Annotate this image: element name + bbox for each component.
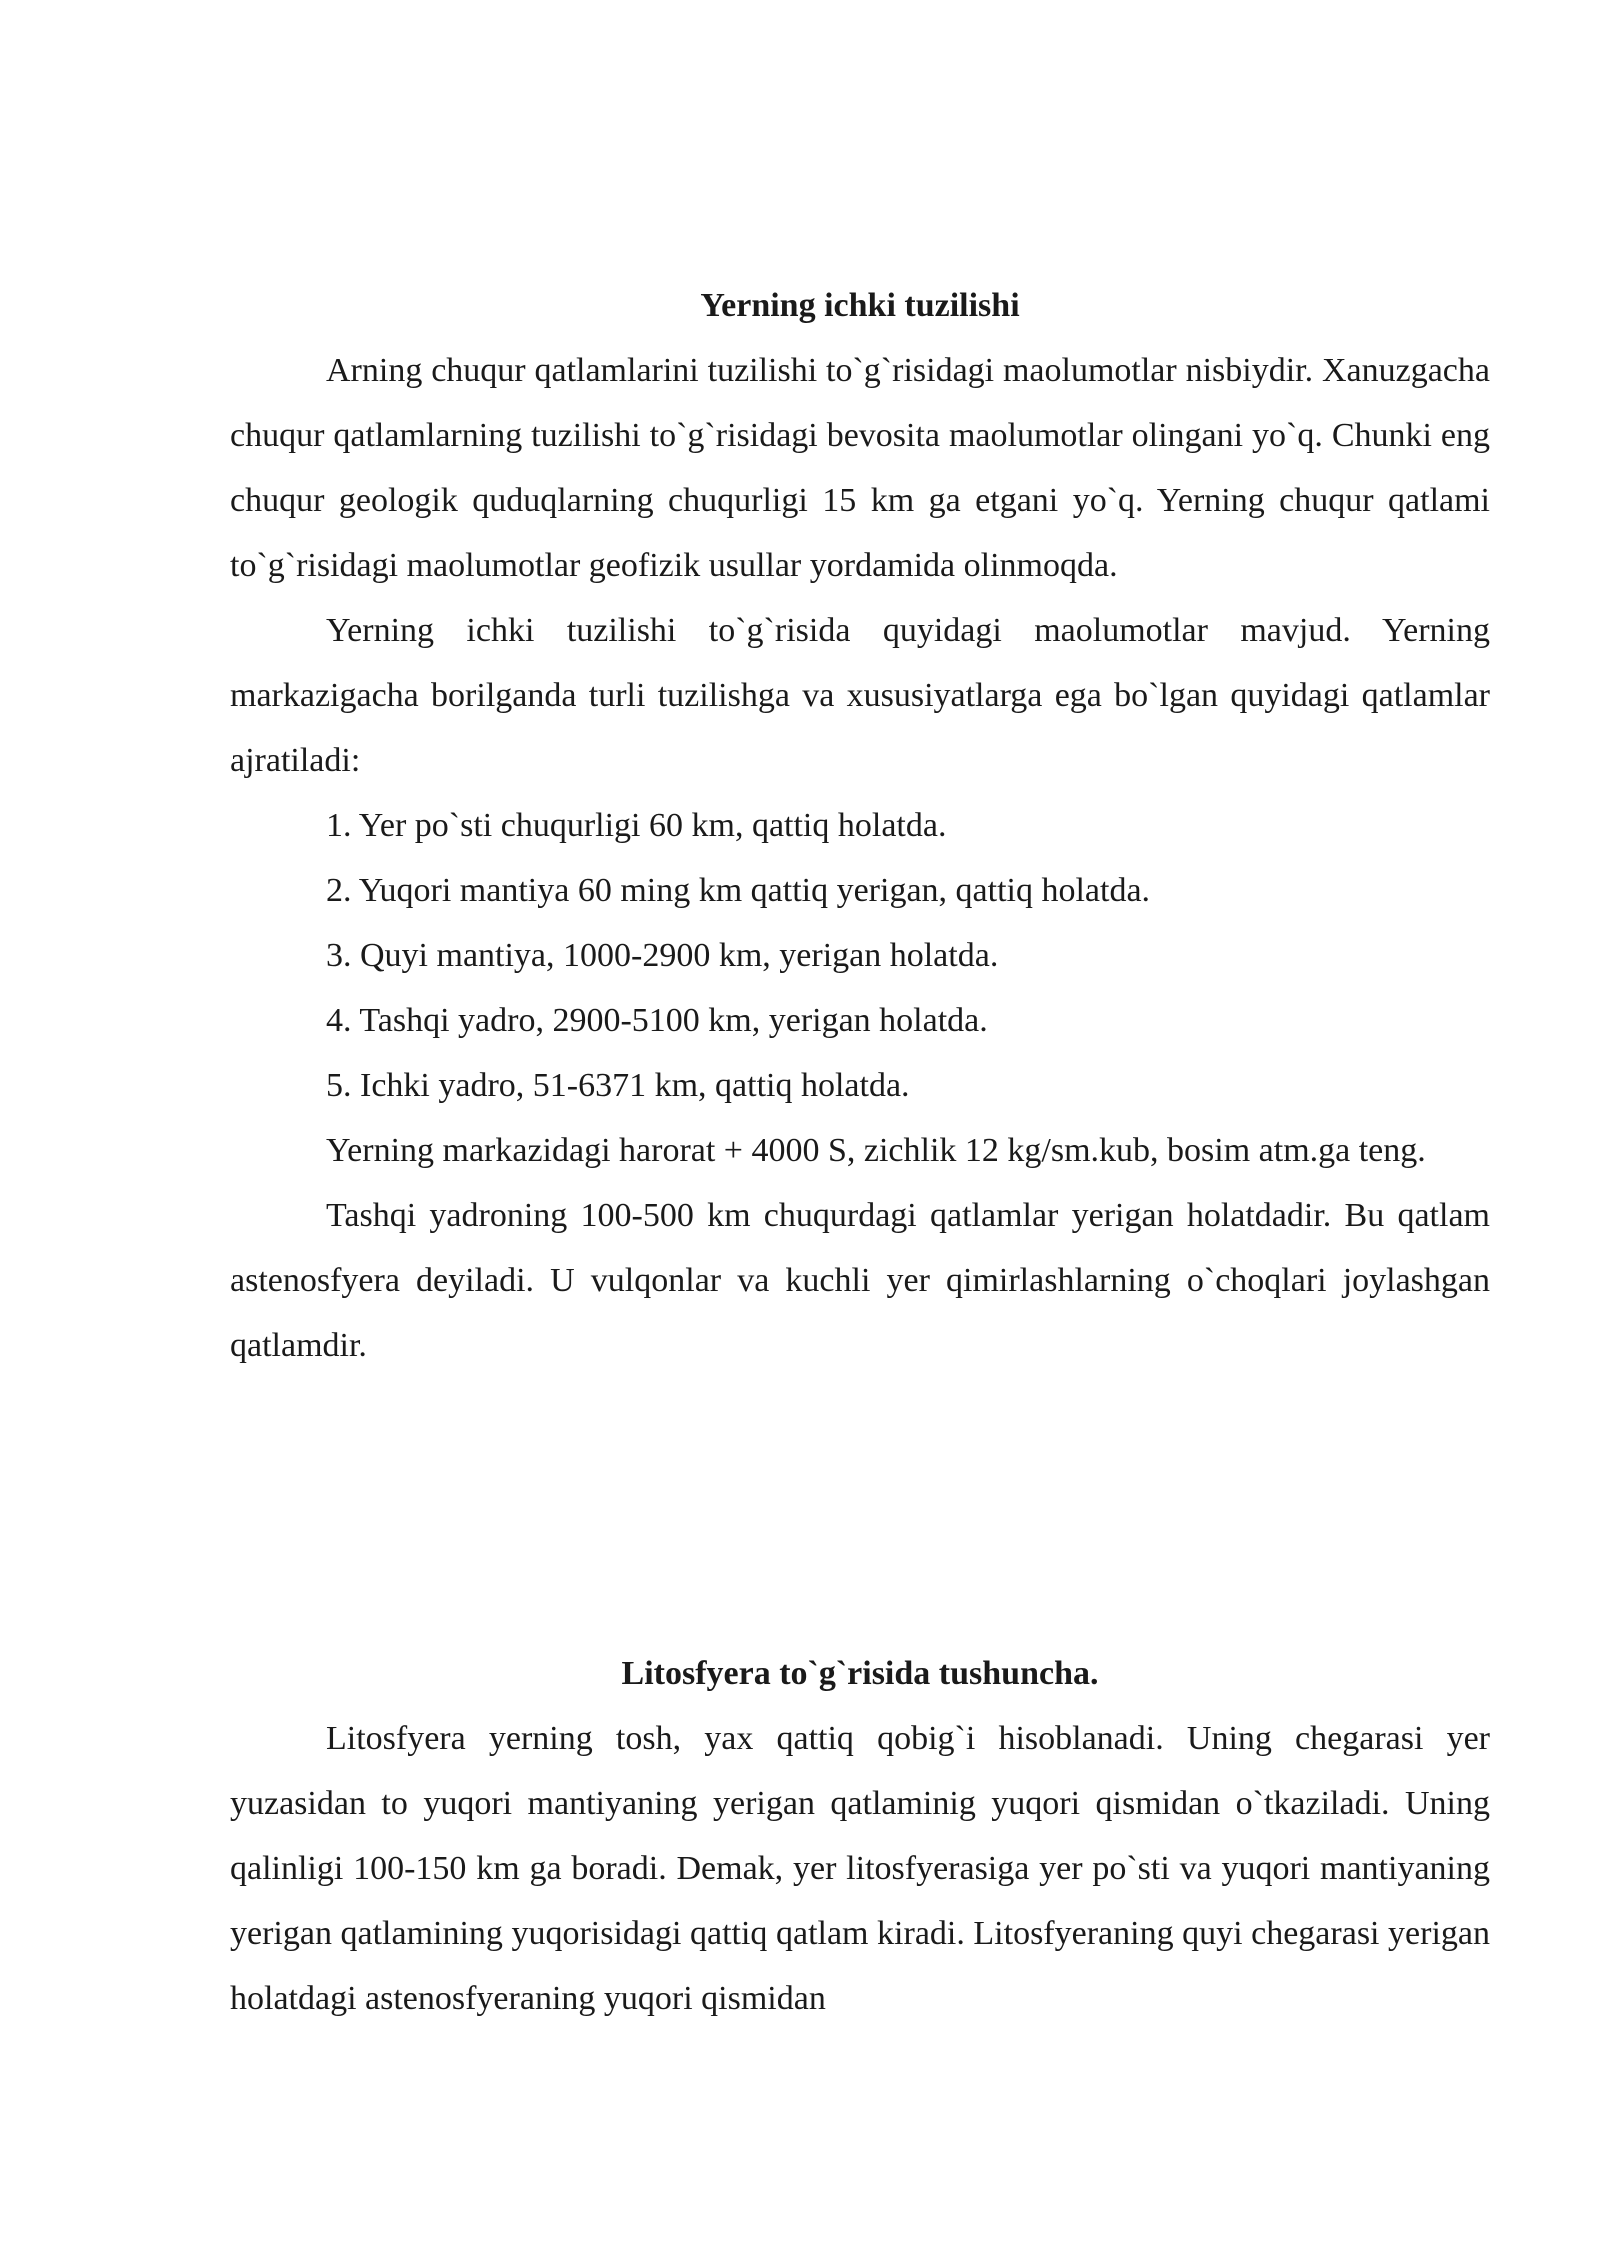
paragraph: Yerning ichki tuzilishi to`g`risida quyidagi maolumotlar mavjud. Yerning markazigacha borilganda turli tuzilishga va xususiyatlarga ega bo`lgan quyidagi qatlamlar ajratiladi: [230,612,1490,779]
list-item: 4. Tashqi yadro, 2900-5100 km, yerigan holatda. [326,1002,988,1039]
list-item: 5. Ichki yadro, 51-6371 km, qattiq holatda. [326,1067,910,1104]
list-item: 3. Quyi mantiya, 1000-2900 km, yerigan holatda. [326,937,999,974]
list-item: 1. Yer po`sti chuqurligi 60 km, qattiq holatda. [326,807,947,844]
section-title: Yerning ichki tuzilishi [700,287,1020,324]
paragraph: Litosfyera yerning tosh, yax qattiq qobig`i hisoblanadi. Uning chegarasi yer yuzasidan to yuqori mantiyaning yerigan qatlaminig yuqori qismidan o`tkaziladi. Uning qalinligi 100-150 km ga boradi. Demak, yer litosfyerasiga yer po`sti va yuqori mantiyaning yerigan qatlamining yuqorisidagi qattiq qatlam kiradi. Litosfyeraning quyi chegarasi yerigan holatdagi astenosfyeraning yuqori qismidan [230,1720,1490,2017]
section-title: Litosfyera to`g`risida tushuncha. [621,1655,1099,1692]
paragraph: Tashqi yadroning 100-500 km chuqurdagi qatlamlar yerigan holatdadir. Bu qatlam astenosfyera deyiladi. U vulqonlar va kuchli yer qimirlashlarning o`choqlari joylashgan qatlamdir. [230,1197,1490,1364]
list-item: 2. Yuqori mantiya 60 ming km qattiq yerigan, qattiq holatda. [326,872,1151,909]
section-lithosphere [230,1641,1490,2031]
paragraph: Yerning markazidagi harorat + 4000 S, zichlik 12 kg/sm.kub, bosim atm.ga teng. [326,1132,1426,1169]
section-earth-structure [230,273,1490,1378]
paragraph: Arning chuqur qatlamlarini tuzilishi to`g`risidagi maolumotlar nisbiydir. Xanuzgacha chuqur qatlamlarning tuzilishi to`g`risidagi bevosita maolumotlar olingani yo`q. Chunki eng chuqur geologik quduqlarning chuqurligi 15 km ga etgani yo`q. Yerning chuqur qatlami to`g`risidagi maolumotlar geofizik usullar yordamida olinmoqda. [230,352,1490,584]
